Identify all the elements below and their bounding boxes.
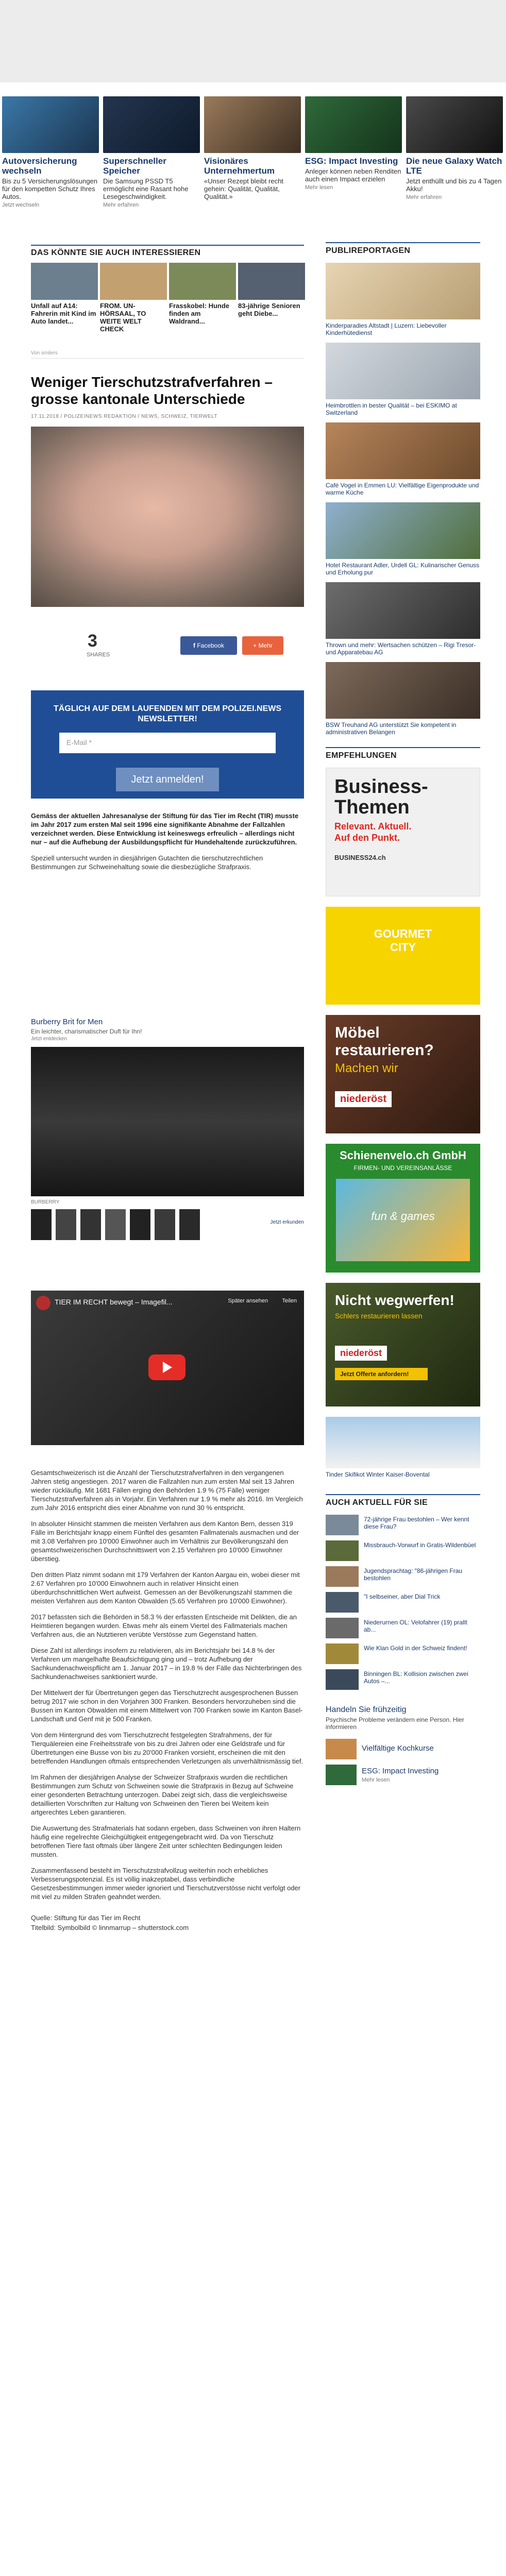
- aktuell-item[interactable]: Jugendsprachtag: "86-jährigen Frau bestohlen: [326, 1566, 480, 1589]
- publireport[interactable]: [326, 263, 480, 336]
- more-share-button[interactable]: + Mehr: [242, 636, 283, 655]
- publireport-caption: Hotel Restaurant Adler, Urdell GL: Kulinarischer Genuss und Erholung pur: [326, 562, 480, 576]
- ad-text: Die Samsung PSSD T5 ermöglicht eine Rasant hohe Lesegeschwindigkeit.: [103, 177, 189, 200]
- gourmet-ad[interactable]: GOURMET CITY: [326, 907, 480, 1005]
- share-bar: [31, 631, 304, 662]
- product-thumb[interactable]: [80, 1209, 101, 1240]
- product-thumb[interactable]: [155, 1209, 175, 1240]
- article-paragraph: Gesamtschweizerisch ist die Anzahl der Tierschutzstrafverfahren in den vergangenen Jahren stetig angestiegen. 2017 waren die Fallzahlen nun zum ersten Mal seit 13 Jahren wieder rückläufig. Mit 1681 Fällen erging den Behörden 1.9 % (75 Fälle) weniger Tierschutzstrafverfahren als in Vorjahr. Ein Verfahren nur 1.9 % mehr als 2016. Im Vergleich zum Jahr 2016 entspricht dies einer Abnahme von rund 30 % entspricht.: [31, 1469, 303, 1512]
- youtube-embed[interactable]: [31, 1291, 304, 1445]
- sidebar-heading: PUBLIREPORTAGEN: [326, 246, 411, 255]
- publireport[interactable]: [326, 662, 480, 736]
- share-video[interactable]: Teilen: [282, 1298, 297, 1304]
- explore-link[interactable]: Jetzt erkunden: [270, 1219, 304, 1225]
- ad-source: Mehr erfahren: [103, 202, 139, 208]
- sidebar-rule: [326, 747, 480, 748]
- product-thumb[interactable]: [31, 1209, 52, 1240]
- promo-handeln[interactable]: Handeln Sie frühzeitig Psychische Probleme verändern eine Person. Hier informieren: [326, 1705, 464, 1731]
- related-item[interactable]: [100, 263, 167, 333]
- publireport-caption: Thrown und mehr: Wertsachen schützen – Rigi Tresor- und Apparatebau AG: [326, 641, 476, 656]
- publireport-thumb: [326, 582, 480, 639]
- article-paragraph: Diese Zahl ist allerdings insofern zu relativieren, als im Berichtsjahr bei 14.8 % der Verfahren um mangelhafte Beaufsichtigung ging und – trotz Aufhebung der Sachkundenachweispflicht am 1. Januar 2017 – in 19.8 % der Fälle das Nichterbringen des Sachkundenachweises sanktioniert wurde.: [31, 1647, 302, 1681]
- related-item[interactable]: [238, 263, 305, 317]
- facebook-icon: f: [193, 642, 195, 649]
- sidebar-rule: [326, 242, 480, 243]
- facebook-share-button[interactable]: f Facebook: [180, 636, 237, 655]
- product-thumb[interactable]: [105, 1209, 126, 1240]
- wegwerfen-ad[interactable]: Nicht wegwerfen! Schlers restaurieren lassen niederöst Jetzt Offerte anfordern!: [326, 1283, 480, 1406]
- play-icon[interactable]: [148, 1354, 185, 1380]
- schienenvelo-ad[interactable]: Schienenvelo.ch GmbH FIRMEN- UND VEREINSANLÄSSE fun & games: [326, 1144, 480, 1273]
- ad-card[interactable]: [103, 96, 202, 208]
- business-ad[interactable]: Business- Themen Relevant. Aktuell. Auf den Punkt. BUSINESS24.ch: [326, 768, 480, 896]
- product-thumb[interactable]: [179, 1209, 200, 1240]
- ad-text: Jetzt enthüllt und bis zu 4 Tagen Akku!: [406, 177, 502, 193]
- subscribe-button[interactable]: Jetzt anmelden!: [116, 768, 219, 791]
- related-title: FROM. UN-HÖRSAAL, TO WEITE WELT CHECK: [100, 302, 146, 333]
- ad-card[interactable]: [204, 96, 303, 202]
- publireport[interactable]: [326, 502, 480, 576]
- watch-later[interactable]: Später ansehen: [228, 1298, 268, 1304]
- publireport-caption: Café Vogel in Emmen LU: Vielfältige Eigenprodukte und warme Küche: [326, 482, 479, 496]
- product-row: [31, 1209, 304, 1245]
- related-thumb: [169, 263, 236, 300]
- moebel-ad[interactable]: Möbel restaurieren? Machen wir niederöst: [326, 1015, 480, 1133]
- video-ad-subtitle: Ein leichter, charismatischer Duft für Ihn!: [31, 1028, 142, 1035]
- ad-title: Autoversicherung wechseln: [2, 156, 77, 176]
- ad-thumb: [2, 96, 99, 153]
- ad-thumb: [204, 96, 301, 153]
- article-meta: 17.11.2018 / POLIZEINEWS REDAKTION / NEWS, SCHWEIZ, TIERWELT: [31, 414, 218, 419]
- publireport[interactable]: [326, 582, 480, 656]
- ad-title: Superschneller Speicher: [103, 156, 166, 176]
- ad-card[interactable]: [2, 96, 101, 208]
- article-paragraph: Von dem Hintergrund des vom Tierschutzrecht festgelegten Strafrahmens, der für Tierquälereien eine Freiheitsstrafe von bis zu drei Jahren oder eine Geldstrafe und für Übertretungen eine Busse von bis zu 20'000 Franken vorsieht, erscheinen die mit den betreffenden Handlungen oftmals entsprechenden Verletzungen als unverhältnismässig tief.: [31, 1731, 303, 1765]
- plus-icon: +: [253, 642, 257, 649]
- article-title: Weniger Tierschutzstrafverfahren – grosse kantonale Unterschiede: [31, 374, 273, 407]
- publireport[interactable]: [326, 343, 480, 416]
- hero-image: [31, 427, 304, 607]
- video-ad-link[interactable]: Jetzt entdecken: [31, 1036, 68, 1042]
- sidebar-rule: [326, 1494, 480, 1495]
- publireport-thumb: [326, 502, 480, 559]
- shares-label: SHARES: [87, 652, 110, 658]
- ad-thumb: [305, 96, 402, 153]
- related-title: Unfall auf A14: Fahrerin mit Kind im Auto landet...: [31, 302, 96, 325]
- ad-text: Anleger können neben Renditen auch einen Impact erzielen: [305, 167, 401, 183]
- article: [31, 374, 304, 607]
- divider: [31, 358, 304, 359]
- related-item[interactable]: [31, 263, 98, 325]
- video-ad-player[interactable]: [31, 1047, 304, 1196]
- sidebar: [326, 242, 480, 2576]
- article-paragraph: Zusammenfassend besteht im Tierschutzstrafvollzug weiterhin noch erhebliches Verbesserungspotenzial. Es ist völlig inakzeptabel, dass verbindliche Gesetzesbestimmungen immer wieder ignoriert und Tierschutzverstösse nicht verfolgt oder mit viel zu milden Strafen geahndet werden.: [31, 1867, 301, 1901]
- aktuell-item[interactable]: "I selbseiner, aber Dial Trick: [326, 1592, 480, 1615]
- publireport-caption: BSW Treuhand AG unterstützt Sie kompetent in administrativen Belangen: [326, 721, 457, 736]
- ad-card[interactable]: [406, 96, 505, 200]
- video-ad-title: Burberry Brit for Men: [31, 1018, 103, 1026]
- article-paragraph: In absoluter Hinsicht stammen die meisten Verfahren aus dem Kanton Bern, dessen 319 Fälle im Berichtsjahr knapp einem Fünftel des gesamten Fallmaterials ausmachen und der mit 3.08 Verfahren pro 10'000 Einwohner auch im Verhältnis zur Bevölkerungszahl den gesamtschweizerischen Durchschnittswert von 2.15 Verfahren pro 10'000 Einwohner überstieg.: [31, 1520, 299, 1563]
- sidebar-heading: EMPFEHLUNGEN: [326, 751, 397, 760]
- related-footnote: Von smilers: [31, 350, 58, 356]
- related-thumb: [31, 263, 98, 300]
- ad-source: Mehr erfahren: [406, 194, 442, 200]
- ad-text: Bis zu 5 Versicherungslösungen für den kompetten Schutz Ihres Autos.: [2, 177, 98, 200]
- ad-source: Jetzt wechseln: [2, 202, 40, 208]
- ad-source: Mehr lesen: [305, 184, 333, 191]
- article-body: [31, 1468, 304, 1939]
- article-intro: Speziell untersucht wurden in diesjährigen Gutachten die tierschutzrechtlichen Bestimmungen zur Schweinehaltung sowie die diesbezügliche Strafpraxis.: [31, 854, 263, 871]
- ad-title: ESG: Impact Investing: [305, 156, 398, 166]
- article-paragraph: 2017 befassten sich die Behörden in 58.3 % der erfassten Entscheide mit Delikten, die an Heimtieren begangen wurden. Etwas mehr als einem Viertel des Fallmaterials machen Verfahren aus, die an Nutztieren verübte Verstösse zum Gegenstand hatten.: [31, 1613, 297, 1638]
- video-ad-source: BURBERRY: [31, 1199, 60, 1205]
- publireport-thumb: [326, 662, 480, 719]
- related-rule: [31, 245, 304, 246]
- aktuell-item[interactable]: 72-jährige Frau bestohlen – Wer kennt diese Frau?: [326, 1515, 480, 1537]
- video-title: TIER IM RECHT bewegt – Imagefil...: [55, 1298, 173, 1306]
- channel-avatar: [36, 1296, 50, 1310]
- article-paragraph: Die Auswertung des Strafmaterials hat sodann ergeben, dass Schweinen von ihren Haltern häufig eine regelrechte Gleichgültigkeit entgegengebracht wird. Da von Tierschutz betroffenen Tiere fast oftmals über längere Zeit unter schlechten Bedingungen leiden mussten.: [31, 1824, 301, 1858]
- publireport-thumb: [326, 263, 480, 319]
- email-input[interactable]: E-Mail *: [59, 733, 276, 753]
- publireport-caption: Heimbrottlen in bester Qualität – bei ESKIMO at Switzerland: [326, 402, 457, 416]
- sidebar-heading: AUCH AKTUELL FÜR SIE: [326, 1498, 428, 1507]
- aktuell-item[interactable]: Wie Klan Gold in der Schweiz findent!: [326, 1643, 480, 1666]
- ad-title: Visionäres Unternehmertum: [204, 156, 275, 176]
- ad-thumb: [103, 96, 200, 153]
- photo-credit: Titelbild: Symbolbild © linnmarrup – shutterstock.com: [31, 1924, 189, 1931]
- article-lead-block: [31, 811, 304, 878]
- ad-card[interactable]: [305, 96, 404, 191]
- top-ad-band: [0, 0, 506, 82]
- article-paragraph: Den dritten Platz nimmt sodann mit 179 Verfahren der Kanton Aargau ein, wobei dieser mit 2.67 Verfahren pro 10'000 Einwohnern auch in relativer Hinsicht einen überdurchschnittlichen Wert aufweist. Gemessen an der Bevölkerungszahl stammen die meisten Verfahren aus dem Kanton Obwalden (5.65 Verfahren pro 10'000 Einwohner).: [31, 1571, 300, 1605]
- product-thumb[interactable]: [56, 1209, 76, 1240]
- article-paragraph: Im Rahmen der diesjährigen Analyse der Schweizer Strafpraxis wurden die rechtlichen Bestimmungen zum Schutz von Schweinen sowie die Strafpraxis in Bezug auf Schweine einer gesonderten Betrachtung unterzogen. Dabei zeigt sich, dass die vergleichsweise detaillierten Vorschriften zur Haltung von Schweinen den Tieren bei Weitem kein artgerechtes Leben garantieren.: [31, 1773, 294, 1816]
- related-thumb: [100, 263, 167, 300]
- publireport-caption: Kinderparadies Altstadt | Luzern: Liebevoller Kinderhütedienst: [326, 322, 447, 336]
- related-title: 83-jährige Senioren geht Diebe...: [238, 302, 300, 317]
- aktuell-item[interactable]: Binningen BL: Kollision zwischen zwei Autos –...: [326, 1669, 480, 1692]
- related-title: Frasskobel: Hunde finden am Waldrand...: [169, 302, 230, 325]
- ad-thumb: [406, 96, 503, 153]
- video-ad[interactable]: [31, 1018, 304, 1245]
- article-paragraph: Der Mittelwert der für Übertretungen gegen das Tierschutzrecht ausgesprochenen Bussen betrug 2017 wie schon in den Vorjahren 300 Franken. Besonders hervorzuheben sind die Bussen im Kanton Obwalden mit einem Mittelwert von 700 Franken sowie im Kanton Basel-Landschaft und Genf mit je 500 Franken.: [31, 1689, 303, 1723]
- aktuell-item[interactable]: Niederurnen OL: Velofahrer (19) prallt ab...: [326, 1618, 480, 1640]
- related-thumb: [238, 263, 305, 300]
- ad-text: «Unser Rezept bleibt recht gehein: Qualität, Qualität, Qualität.»: [204, 177, 283, 200]
- promo-esg[interactable]: ESG: Impact Investing Mehr lesen: [326, 1765, 480, 1785]
- shares-count: 3: [88, 631, 97, 651]
- related-item[interactable]: [169, 263, 236, 325]
- ski-ad[interactable]: Tinder Skifikot Winter Kaiser-Bovental: [326, 1417, 480, 1484]
- article-lead: Gemäss der aktuellen Jahresanalyse der Stiftung für das Tier im Recht (TIR) musste im Jahr 2017 zum ersten Mal seit 1996 eine signifikante Abnahme der Fallzahlen verzeichnet werden. Diese Entwicklung ist keineswegs erfreulich – allerdings nicht nur – auf die Aufhebung der Ausbildungspflicht für Hundehaltende zurückzuführen.: [31, 812, 299, 846]
- ad-title: Die neue Galaxy Watch LTE: [406, 156, 502, 176]
- ski-thumb: [326, 1417, 480, 1468]
- source-line: Quelle: Stiftung für das Tier im Recht: [31, 1914, 141, 1922]
- promo-kochkurse[interactable]: Vielfältige Kochkurse: [326, 1739, 480, 1759]
- newsletter-title: TÄGLICH AUF DEM LAUFENDEN MIT DEM POLIZEI.NEWS NEWSLETTER!: [53, 704, 282, 723]
- sponsored-strip: [0, 90, 506, 222]
- related-heading: DAS KÖNNTE SIE AUCH INTERESSIEREN: [31, 248, 201, 257]
- newsletter-box: [31, 690, 304, 799]
- publireport-thumb: [326, 343, 480, 399]
- publireport[interactable]: [326, 422, 480, 496]
- aktuell-item[interactable]: Missbrauch-Vorwurf in Gratis-Wildenbüel: [326, 1540, 480, 1563]
- publireport-thumb: [326, 422, 480, 479]
- product-thumb[interactable]: [130, 1209, 150, 1240]
